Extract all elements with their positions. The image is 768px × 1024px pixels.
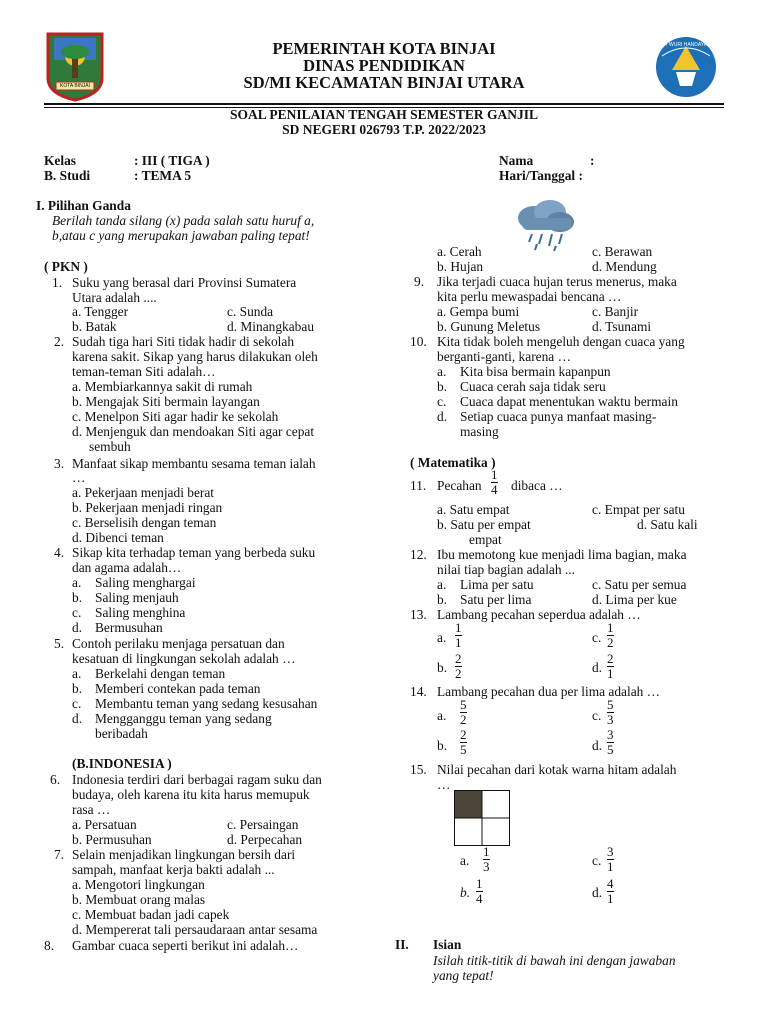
q13-option-a[interactable]: a. <box>437 630 447 645</box>
q15-text: Nilai pecahan dari kotak warna hitam adalah <box>437 762 677 777</box>
q9-text: Jika terjadi cuaca hujan terus menerus, maka <box>437 274 677 289</box>
numerator: 3 <box>607 727 614 742</box>
q8-option-a[interactable]: a. Cerah <box>437 244 482 259</box>
q7-text-2: sampah, manfaat kerja bakti adalah ... <box>72 862 275 877</box>
studi-value: : TEMA 5 <box>134 168 192 183</box>
q10-option-d-cont: masing <box>460 424 499 439</box>
q6-text: Indonesia terdiri dari berbagai ragam suku dan <box>72 772 322 787</box>
q14-option-c[interactable]: c. <box>592 708 602 723</box>
tut-wuri-emblem-text: TUT WURI HANDAYANI <box>658 42 713 48</box>
q10-option-d[interactable]: Setiap cuaca punya manfaat masing- <box>460 409 657 424</box>
q5-option-d[interactable]: Mengganggu teman yang sedang <box>95 711 272 726</box>
q5-option-d-cont: beribadah <box>95 726 148 741</box>
q14-option-c-fraction <box>607 698 614 727</box>
q3-option-b[interactable]: b. Pekerjaan menjadi ringan <box>72 500 223 515</box>
q9-number: 9. <box>414 274 425 289</box>
q1-number: 1. <box>52 275 63 290</box>
q12-option-b[interactable]: Satu per lima <box>460 592 532 607</box>
q1-option-c[interactable]: c. Sunda <box>227 304 274 319</box>
bindo-heading: (B.INDONESIA ) <box>72 756 172 771</box>
q10-option-d-letter: d. <box>437 409 448 424</box>
q11-text-2: dibaca … <box>511 478 563 493</box>
header-line-3: SD/MI KECAMATAN BINJAI UTARA <box>243 73 525 92</box>
denominator: 3 <box>607 712 614 727</box>
binjai-emblem-text: KOTA BINJAI <box>60 83 90 89</box>
q10-text-2: berganti-ganti, karena … <box>437 349 571 364</box>
q15-option-a[interactable]: a. <box>460 853 470 868</box>
mtk-heading: ( Matematika ) <box>410 455 496 470</box>
q12-option-c[interactable]: c. Satu per semua <box>592 577 687 592</box>
section1-instruction-2: b,atau c yang merupakan jawaban paling tepat! <box>52 228 310 243</box>
q15-option-d[interactable]: d. <box>592 885 603 900</box>
q5-option-a-letter: a. <box>72 666 82 681</box>
q2-option-a[interactable]: a. Membiarkannya sakit di rumah <box>72 379 253 394</box>
q4-option-a[interactable]: Saling menghargai <box>95 575 196 590</box>
numerator: 5 <box>607 697 614 712</box>
q5-text-2: kesatuan di lingkungan sekolah adalah … <box>72 651 296 666</box>
binjai-emblem <box>44 30 106 102</box>
q9-option-c[interactable]: c. Banjir <box>592 304 639 319</box>
studi-label: B. Studi <box>44 168 91 183</box>
numerator: 2 <box>607 651 614 666</box>
q12-option-a[interactable]: Lima per satu <box>460 577 534 592</box>
q13-option-c[interactable]: c. <box>592 630 602 645</box>
q4-option-b[interactable]: Saling menjauh <box>95 590 179 605</box>
q14-option-b-fraction <box>460 728 467 757</box>
section2-number: II. <box>395 937 409 952</box>
q14-number: 14. <box>410 684 427 699</box>
q9-option-d[interactable]: d. Tsunami <box>592 319 652 334</box>
denominator: 4 <box>476 891 483 906</box>
denominator: 2 <box>455 666 462 681</box>
q3-text: Manfaat sikap membantu sesama teman ialah <box>72 456 316 471</box>
q10-option-a[interactable]: Kita bisa bermain kapanpun <box>460 364 611 379</box>
q15-option-a-fraction <box>483 845 490 874</box>
q14-text: Lambang pecahan dua per lima adalah … <box>437 684 661 699</box>
q13-option-d-fraction <box>607 652 614 681</box>
q4-text: Sikap kita terhadap teman yang berbeda suku <box>72 545 316 560</box>
q8-number: 8. <box>44 938 55 953</box>
q6-text-3: rasa … <box>72 802 111 817</box>
q10-text: Kita tidak boleh mengeluh dengan cuaca yang <box>437 334 685 349</box>
q4-text-2: dan agama adalah… <box>72 560 182 575</box>
q6-option-c[interactable]: c. Persaingan <box>227 817 299 832</box>
fraction-grid <box>454 790 510 846</box>
q9-option-b[interactable]: b. Gunung Meletus <box>437 319 541 334</box>
denominator: 1 <box>607 891 614 906</box>
q15-option-c-fraction <box>607 845 614 874</box>
q8-option-b[interactable]: b. Hujan <box>437 259 484 274</box>
q4-option-d-letter: d. <box>72 620 83 635</box>
q5-option-c[interactable]: Membantu teman yang sedang kesusahan <box>95 696 318 711</box>
q5-option-b-letter: b. <box>72 681 83 696</box>
section2-instruction-1: Isilah titik-titik di bawah ini dengan jawaban <box>433 953 676 968</box>
q8-option-c[interactable]: c. Berawan <box>592 244 653 259</box>
q12-option-a-letter: a. <box>437 577 447 592</box>
q5-option-a[interactable]: Berkelahi dengan teman <box>95 666 226 681</box>
q14-option-a-fraction <box>460 698 467 727</box>
q6-option-d[interactable]: d. Perpecahan <box>227 832 303 847</box>
q5-option-b[interactable]: Memberi contekan pada teman <box>95 681 261 696</box>
q6-text-2: budaya, oleh karena itu kita harus memupuk <box>72 787 310 802</box>
q7-option-b[interactable]: b. Membuat orang malas <box>72 892 206 907</box>
tut-wuri-handayani-emblem <box>650 36 722 98</box>
q14-option-d[interactable]: d. <box>592 738 603 753</box>
q10-number: 10. <box>410 334 427 349</box>
q15-option-d-fraction <box>607 877 614 906</box>
numerator: 1 <box>607 620 614 635</box>
numerator: 2 <box>460 727 467 742</box>
q2-text-2: karena sakit. Sikap yang harus dilakukan oleh <box>72 349 318 364</box>
q5-option-d-letter: d. <box>72 711 83 726</box>
denominator: 1 <box>455 635 462 650</box>
header-line-2: DINAS PENDIDIKAN <box>303 56 465 75</box>
q5-text: Contoh perilaku menjaga persatuan dan <box>72 636 285 651</box>
denominator: 1 <box>607 859 614 874</box>
q9-option-a[interactable]: a. Gempa bumi <box>437 304 520 319</box>
q15-option-b-fraction <box>476 877 483 906</box>
nama-label: Nama <box>499 153 534 168</box>
q11-option-b[interactable]: b. Satu per empat <box>437 517 531 532</box>
q7-text: Selain menjadikan lingkungan bersih dari <box>72 847 296 862</box>
section2-instruction-2: yang tepat! <box>433 968 494 983</box>
q12-text-2: nilai tiap bagian adalah ... <box>437 562 575 577</box>
q3-option-d[interactable]: d. Dibenci teman <box>72 530 164 545</box>
numerator: 3 <box>607 844 614 859</box>
q15-option-b[interactable]: b. <box>460 885 471 900</box>
q13-option-d[interactable]: d. <box>592 660 603 675</box>
q7-option-d[interactable]: d. Mempererat tali persaudaraan antar sesama <box>72 922 318 937</box>
q12-number: 12. <box>410 547 427 562</box>
q5-number: 5. <box>54 636 65 651</box>
q15-text-2: … <box>437 777 451 792</box>
q3-option-a[interactable]: a. Pekerjaan menjadi berat <box>72 485 215 500</box>
q13-option-a-fraction <box>455 621 462 650</box>
kelas-value: : III ( TIGA ) <box>134 153 210 168</box>
q2-text-3: teman-teman Siti adalah… <box>72 364 216 379</box>
q4-option-a-letter: a. <box>72 575 82 590</box>
header-rule <box>44 103 724 105</box>
q8-text: Gambar cuaca seperti berikut ini adalah… <box>72 938 299 953</box>
numerator: 1 <box>491 467 498 482</box>
kelas-label: Kelas <box>44 153 76 168</box>
rain-cloud-icon <box>512 198 576 252</box>
q11-number: 11. <box>410 478 427 493</box>
q2-option-b[interactable]: b. Mengajak Siti bermain layangan <box>72 394 260 409</box>
q2-text: Sudah tiga hari Siti tidak hadir di sekolah <box>72 334 295 349</box>
denominator: 3 <box>483 859 490 874</box>
q10-option-c-letter: c. <box>437 394 447 409</box>
q15-option-c[interactable]: c. <box>592 853 602 868</box>
q13-text: Lambang pecahan seperdua adalah … <box>437 607 641 622</box>
section2-heading: Isian <box>433 937 462 952</box>
q12-option-b-letter: b. <box>437 592 448 607</box>
denominator: 4 <box>491 482 498 497</box>
q10-option-b[interactable]: Cuaca cerah saja tidak seru <box>460 379 606 394</box>
q12-option-d[interactable]: d. Lima per kue <box>592 592 677 607</box>
q14-option-b[interactable]: b. <box>437 738 448 753</box>
numerator: 2 <box>455 651 462 666</box>
q4-option-b-letter: b. <box>72 590 83 605</box>
q6-option-a[interactable]: a. Persatuan <box>72 817 137 832</box>
q9-text-2: kita perlu mewaspadai bencana … <box>437 289 622 304</box>
q13-option-b[interactable]: b. <box>437 660 448 675</box>
q11-text: Pecahan <box>437 478 482 493</box>
q6-number: 6. <box>50 772 61 787</box>
numerator: 4 <box>607 876 614 891</box>
section1-instruction-1: Berilah tanda silang (x) pada salah satu huruf a, <box>52 213 315 228</box>
q14-option-d-fraction <box>607 728 614 757</box>
section1-heading: I. Pilihan Ganda <box>36 198 131 213</box>
denominator: 1 <box>607 666 614 681</box>
q14-option-a[interactable]: a. <box>437 708 447 723</box>
q2-option-c[interactable]: c. Menelpon Siti agar hadir ke sekolah <box>72 409 279 424</box>
q5-option-c-letter: c. <box>72 696 82 711</box>
q11-option-a[interactable]: a. Satu empat <box>437 502 510 517</box>
q2-option-d-cont: sembuh <box>89 439 131 454</box>
header-line-1: PEMERINTAH KOTA BINJAI <box>272 39 496 58</box>
q11-option-c[interactable]: c. Empat per satu <box>592 502 685 517</box>
q3-option-c[interactable]: c. Berselisih dengan teman <box>72 515 217 530</box>
q4-option-c-letter: c. <box>72 605 82 620</box>
q2-option-d[interactable]: d. Menjenguk dan mendoakan Siti agar cepat <box>72 424 315 439</box>
q3-number: 3. <box>54 456 65 471</box>
q6-option-b[interactable]: b. Permusuhan <box>72 832 152 847</box>
q4-number: 4. <box>54 545 65 560</box>
nama-colon: : <box>590 153 595 168</box>
pkn-heading: ( PKN ) <box>44 259 88 274</box>
q13-option-c-fraction <box>607 621 614 650</box>
exam-school: SD NEGERI 026793 T.P. 2022/2023 <box>282 122 486 137</box>
q10-option-c[interactable]: Cuaca dapat menentukan waktu bermain <box>460 394 678 409</box>
q11-option-d[interactable]: d. Satu kali <box>637 517 698 532</box>
q1-option-a[interactable]: a. Tengger <box>72 304 129 319</box>
numerator: 1 <box>483 844 490 859</box>
q1-option-b[interactable]: b. Batak <box>72 319 117 334</box>
q8-option-d[interactable]: d. Mendung <box>592 259 657 274</box>
q12-text: Ibu memotong kue menjadi lima bagian, maka <box>437 547 687 562</box>
q7-number: 7. <box>54 847 65 862</box>
q7-option-a[interactable]: a. Mengotori lingkungan <box>72 877 205 892</box>
q11-fraction <box>491 468 498 497</box>
q15-number: 15. <box>410 762 427 777</box>
denominator: 5 <box>607 742 614 757</box>
q13-number: 13. <box>410 607 427 622</box>
exam-title: SOAL PENILAIAN TENGAH SEMESTER GANJIL <box>229 107 539 122</box>
q4-option-c[interactable]: Saling menghina <box>95 605 186 620</box>
q11-option-b-cont: empat <box>469 532 502 547</box>
denominator: 5 <box>460 742 467 757</box>
hari-label: Hari/Tanggal : <box>499 168 583 183</box>
q1-option-d[interactable]: d. Minangkabau <box>227 319 315 334</box>
q1-text: Suku yang berasal dari Provinsi Sumatera <box>72 275 297 290</box>
q2-number: 2. <box>54 334 65 349</box>
q1-text-2: Utara adalah .... <box>72 290 157 305</box>
denominator: 2 <box>607 635 614 650</box>
q3-text-2: … <box>72 470 86 485</box>
q7-option-c[interactable]: c. Membuat badan jadi capek <box>72 907 230 922</box>
numerator: 1 <box>455 620 462 635</box>
numerator: 1 <box>476 876 483 891</box>
q10-option-a-letter: a. <box>437 364 447 379</box>
denominator: 2 <box>460 712 467 727</box>
q4-option-d[interactable]: Bermusuhan <box>95 620 163 635</box>
numerator: 5 <box>460 697 467 712</box>
q13-option-b-fraction <box>455 652 462 681</box>
q10-option-b-letter: b. <box>437 379 448 394</box>
